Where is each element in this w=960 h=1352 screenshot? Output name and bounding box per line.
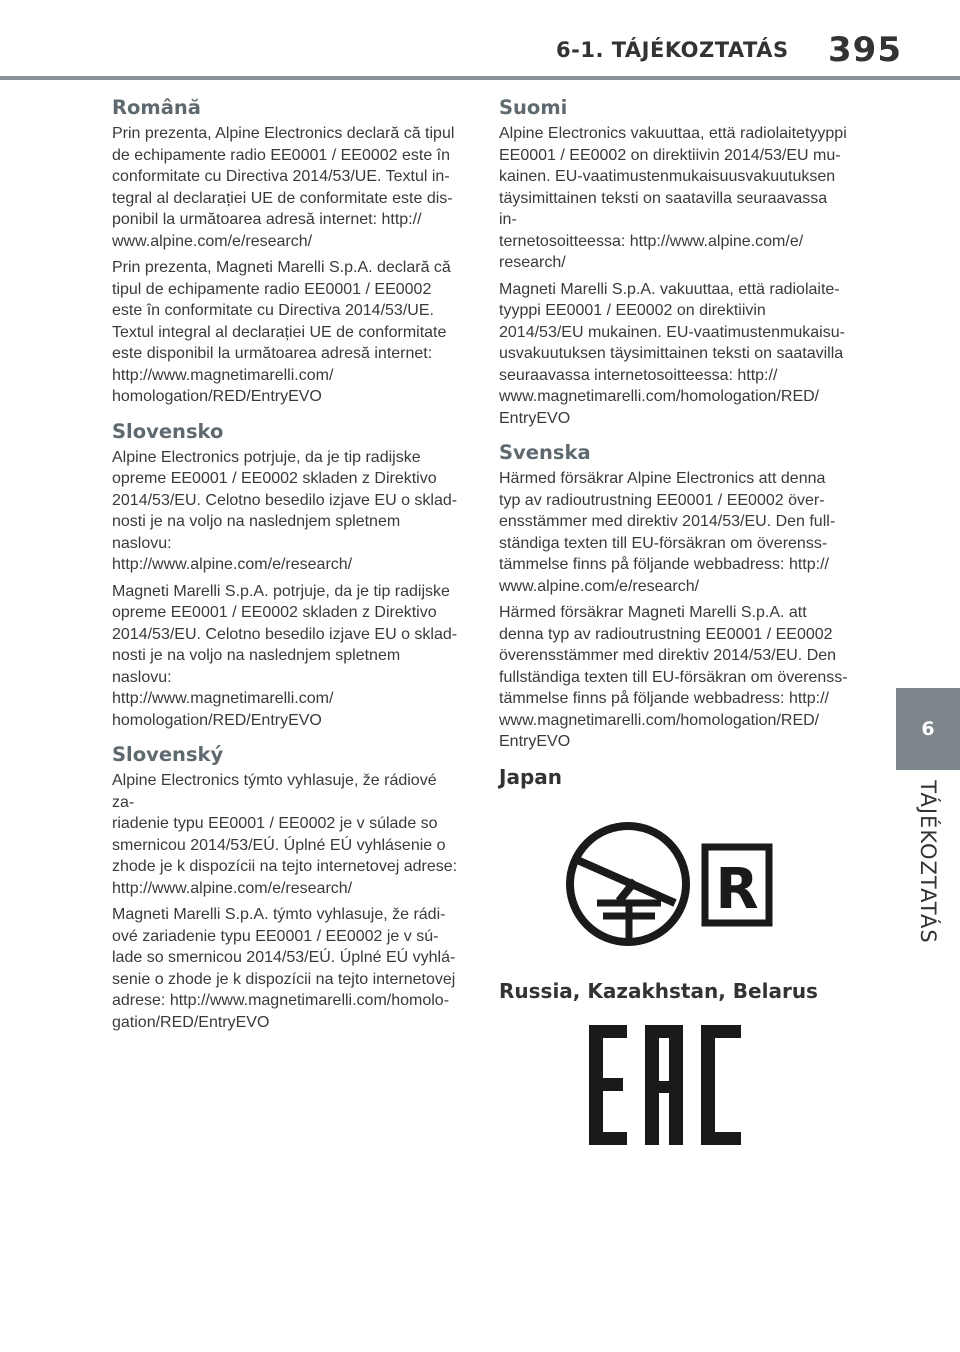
left-column [112, 96, 462, 1045]
chapter-title-vertical: TÁJÉKOZTATÁS [916, 780, 940, 944]
section-russia [499, 979, 849, 1145]
section-romana [112, 96, 462, 408]
section-heading: Slovenský [112, 743, 224, 766]
section-heading: Japan [499, 764, 562, 789]
section-heading: Suomi [499, 96, 568, 119]
logo-letter: R [715, 856, 759, 922]
section-paragraph: Prin prezenta, Alpine Electronics declară că tipul de echipamente radio EE0001 / EE0002 este în conformitate cu Directiva 2014/53/UE. Textul in- tegral al declarației UE de conformitate este dis- ponibil la următoarea adresă internet: http:// www.alpine.com/e/research/ [112, 125, 455, 250]
section-slovensky [112, 743, 462, 1033]
japan-giteki-r-mark-icon [563, 819, 777, 949]
section-svenska [499, 441, 849, 753]
header-rule [0, 76, 960, 80]
section-heading: Svenska [499, 441, 591, 464]
section-heading: Română [112, 96, 201, 119]
section-paragraph: Alpine Electronics týmto vyhlasuje, že rádiové za- riadenie typu EE0001 / EE0002 je v súlade so smernicou 2014/53/EÚ. Úplné EÚ vyhlásenie o zhode je k dispozícii na tejto internetovej adrese: http://www.alpine.com/e/research/ [112, 772, 458, 897]
section-heading: Russia, Kazakhstan, Belarus [499, 978, 818, 1003]
section-paragraph: Magneti Marelli S.p.A. vakuuttaa, että radiolaite- tyyppi EE0001 / EE0002 on direktiivin 2014/53/EU mukainen. EU-vaatimustenmukaisu- usvakuutuksen täysimittainen teksti on saatavilla seuraavassa internetosoitteessa: http:// www.magnetimarelli.com/homologation/RED/ EntryEVO [499, 280, 845, 427]
section-heading: Slovensko [112, 419, 224, 443]
section-paragraph: Alpine Electronics vakuuttaa, että radiolaitetyyppi EE0001 / EE0002 on direktiivin 2014/53/EU mu- kainen. EU-vaatimustenmukaisuusvakuutuksen täysimittainen teksti on saatavilla seuraavassa in- ternetosoitteessa: http://www.alpine.com/e/ research/ [499, 125, 847, 271]
section-slovensko [112, 420, 462, 732]
section-paragraph: Magneti Marelli S.p.A. týmto vyhlasuje, že rádi- ové zariadenie typu EE0001 / EE0002 je v sú- lade so smernicou 2014/53/EÚ. Úplné EÚ vyhlá- senie o zhode je k dispozícii na tejto internetovej adrese: http://www.magnetimarelli.com/homolo- gation/RED/EntryEVO [112, 906, 456, 1031]
section-paragraph: Prin prezenta, Magneti Marelli S.p.A. declară că tipul de echipamente radio EE0001 / EE0002 este în conformitate cu Directiva 2014/53/UE. Textul integral al declarației UE de conformitate este disponibil la următoarea adresă internet: http://www.magnetimarelli.com/ homologation/RED/EntryEVO [112, 259, 451, 405]
section-paragraph: Alpine Electronics potrjuje, da je tip radijske opreme EE0001 / EE0002 skladen z Direktivo 2014/53/EU. Celotno besedilo izjave EU o sklad- nosti je na voljo na naslednjem spletnem naslovu: http://www.alpine.com/e/research/ [112, 448, 458, 573]
right-column [499, 96, 849, 1157]
eac-mark-icon [589, 1025, 749, 1145]
section-suomi [499, 96, 849, 429]
section-title: 6-1. TÁJÉKOZTATÁS [556, 38, 789, 62]
page-number: 395 [828, 30, 902, 70]
section-paragraph: Härmed försäkrar Alpine Electronics att denna typ av radioutrustning EE0001 / EE0002 över- ensstämmer med direktiv 2014/53/EU. Den full- ständiga texten till EU-försäkran om överenss- tämmelse finns på följande webbadress: http:// www.alpine.com/e/research/ [499, 470, 836, 595]
section-paragraph: Magneti Marelli S.p.A. potrjuje, da je tip radijske opreme EE0001 / EE0002 skladen z Direktivo 2014/53/EU. Celotno besedilo izjave EU o sklad- nosti je na voljo na naslednjem spletnem naslovu: http://www.magnetimarelli.com/ homologation/RED/EntryEVO [112, 582, 458, 729]
section-japan [499, 765, 849, 949]
chapter-number: 6 [921, 718, 935, 740]
chapter-tab [896, 688, 960, 770]
section-paragraph: Härmed försäkrar Magneti Marelli S.p.A. att denna typ av radioutrustning EE0001 / EE0002 överensstämmer med direktiv 2014/53/EU. Den fullständiga texten till EU-försäkran om överenss- tämmelse finns på följande webbadress: http:// www.magnetimarelli.com/homologation/RED/ EntryEVO [499, 604, 848, 750]
